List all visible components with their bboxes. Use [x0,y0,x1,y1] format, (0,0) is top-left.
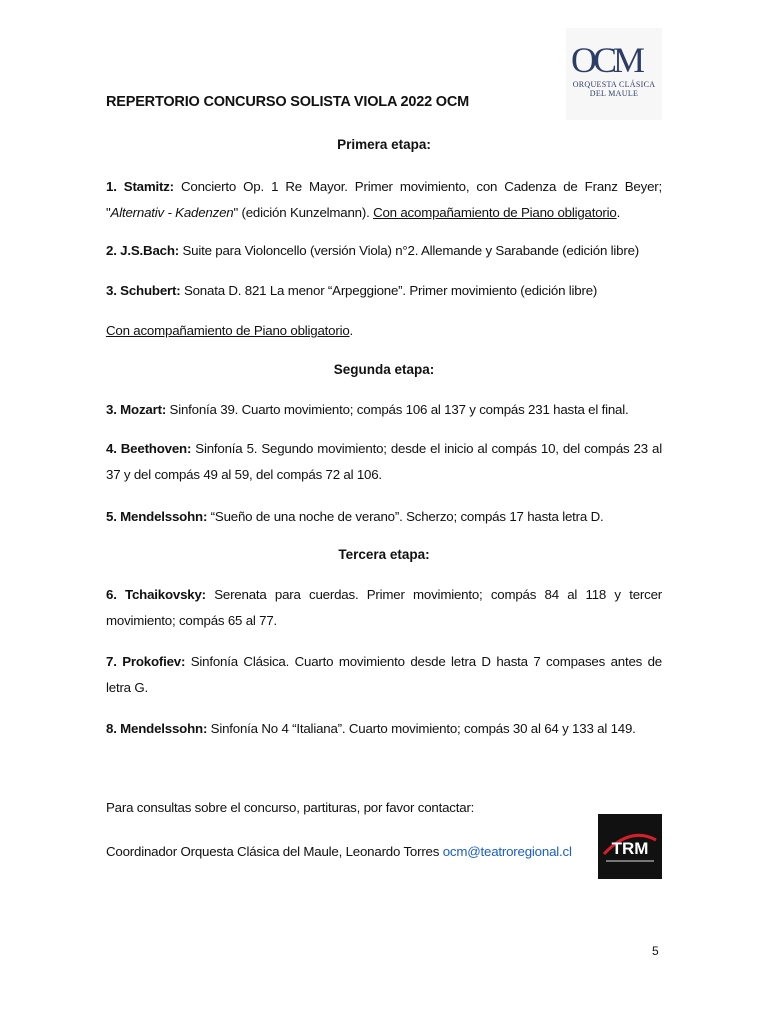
stage-heading-first: Primera etapa: [337,137,431,152]
contact-coordinator: Coordinador Orquesta Clásica del Maule, Leonardo Torres ocm@teatroregional.cl [106,844,572,859]
item-mendelssohn-2: 8. Mendelssohn: Sinfonía No 4 “Italiana”. Cuarto movimiento; compás 30 al 64 y 133 al 149. [106,721,636,736]
item-label: 2. J.S.Bach: [106,243,179,258]
contact-email-link[interactable]: ocm@teatroregional.cl [442,844,572,859]
item-label: 5. Mendelssohn: [106,509,208,524]
item-prokofiev: 7. Prokofiev: Sinfonía Clásica. Cuarto movimiento desde letra D hasta 7 compases antes de letra G. [106,654,662,695]
item-bach: 2. J.S.Bach: Suite para Violoncello (versión Viola) n°2. Allemande y Sarabande (edición libre) [106,243,639,258]
ocm-logo [566,28,662,120]
ocm-logo-sub2: DEL MAULE [589,89,639,98]
item-label: 6. Tchaikovsky: [106,587,206,602]
item-label: 3. Mozart: [106,402,167,417]
item-label: 7. Prokofiev: [106,654,186,669]
item-beethoven: 4. Beethoven: Sinfonía 5. Segundo movimiento; desde el inicio al compás 10, del compás 23 al 37 y del compás 49 al 59, del compás 72 al 106. [106,441,662,482]
contact-intro: Para consultas sobre el concurso, partituras, por favor contactar: [106,800,475,815]
item-tchaikovsky: 6. Tchaikovsky: Serenata para cuerdas. Primer movimiento; compás 84 al 118 y tercer movimiento; compás 65 al 77. [106,587,662,628]
ocm-logo-text: OCM [570,40,642,80]
item-label: 3. Schubert: [106,283,181,298]
item-mozart: 3. Mozart: Sinfonía 39. Cuarto movimiento; compás 106 al 137 y compás 231 hasta el final. [106,402,629,417]
page-title: REPERTORIO CONCURSO SOLISTA VIOLA 2022 OCM [106,94,470,110]
trm-logo [598,814,662,879]
item-label: 1. Stamitz: [106,179,174,194]
trm-logo-text: TRM [611,839,649,858]
ocm-logo-icon [566,40,646,80]
ocm-logo-sub1: ORQUESTA CLÁSICA [572,80,656,89]
trm-logo-icon [598,814,662,879]
item-stamitz: 1. Stamitz: Concierto Op. 1 Re Mayor. Primer movimiento, con Cadenza de Franz Beyer; "Alternativ - Kadenzen" (edición Kunzelmann). Con acompañamiento de Piano obligatorio. [106,179,662,220]
page-number: 5 [652,944,659,958]
item-mendelssohn-1: 5. Mendelssohn: “Sueño de una noche de verano”. Scherzo; compás 17 hasta letra D. [106,509,604,524]
piano-note: Con acompañamiento de Piano obligatorio. [106,323,354,338]
stage-heading-second: Segunda etapa: [333,362,435,377]
stage-heading-third: Tercera etapa: [338,547,430,562]
item-schubert: 3. Schubert: Sonata D. 821 La menor “Arpeggione”. Primer movimiento (edición libre) [106,283,598,298]
item-label: 4. Beethoven: [106,441,192,456]
item-label: 8. Mendelssohn: [106,721,208,736]
